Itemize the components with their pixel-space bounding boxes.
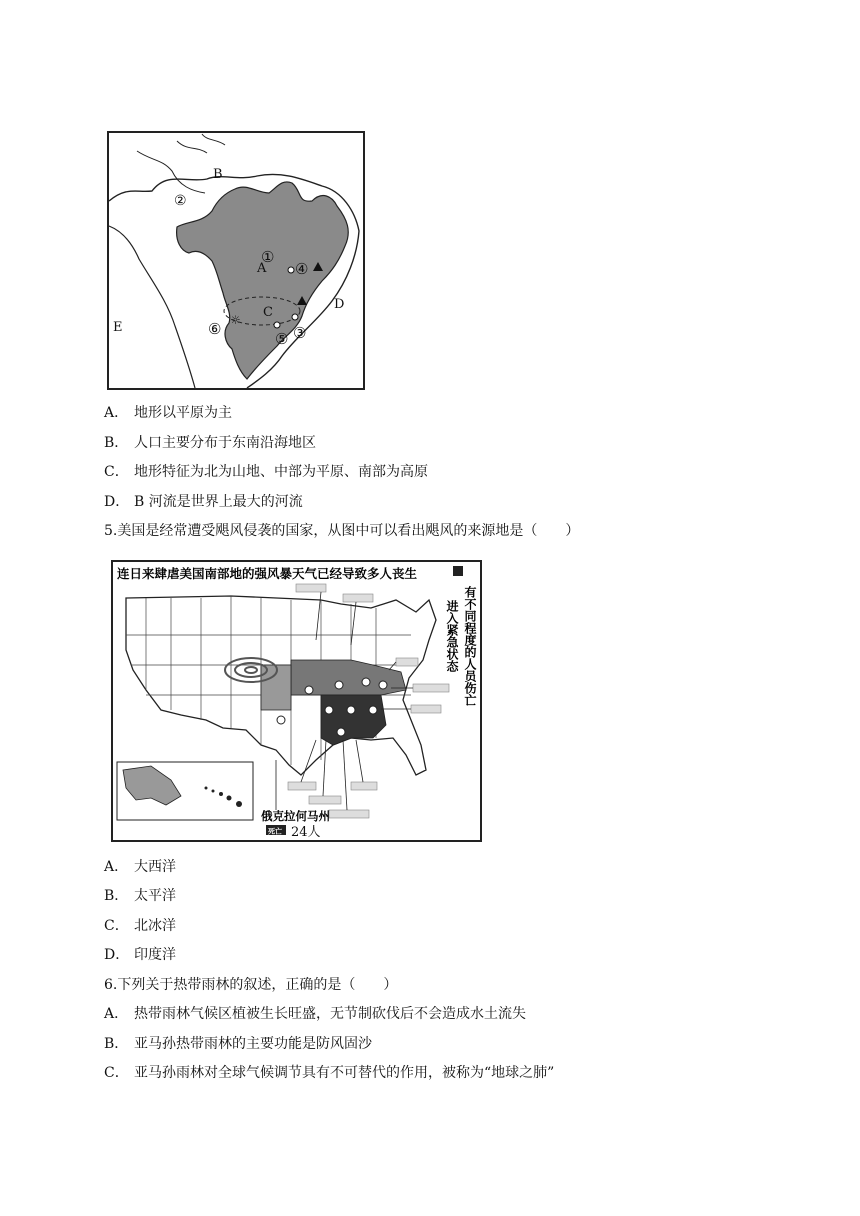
q4-option-b: B． 人口主要分布于东南沿海地区 (104, 435, 316, 451)
label-6: ⑥ (208, 320, 222, 338)
option-text: 亚马孙热带雨林的主要功能是防风固沙 (134, 1036, 372, 1052)
side-text-casualties: 有不同程度的人员伤亡 (463, 586, 477, 706)
option-text: 北冰洋 (134, 918, 176, 934)
option-text: 太平洋 (134, 888, 176, 904)
q5-option-c: C． 北冰洋 (104, 918, 176, 934)
brazil-map-figure (107, 131, 365, 390)
label-2: ② (174, 193, 187, 209)
q4-option-c: C． 地形特征为北为山地、中部为平原、南部为高原 (104, 464, 428, 480)
option-text: 印度洋 (134, 947, 176, 963)
q6-option-b: B． 亚马孙热带雨林的主要功能是防风固沙 (104, 1036, 372, 1052)
label-a: A (257, 261, 267, 276)
q4-option-a: A． 地形以平原为主 (104, 405, 232, 421)
city-marker-3 (292, 314, 298, 320)
bottom-state-label: 俄克拉何马州 (261, 809, 330, 823)
q6-option-a: A． 热带雨林气候区植被生长旺盛，无节制砍伐后不会造成水土流失 (104, 1006, 526, 1022)
usa-storm-map (111, 560, 482, 842)
q6-stem: 6.下列关于热带雨林的叙述，正确的是（ ） (104, 977, 398, 993)
city-marker-4 (288, 267, 294, 273)
q5-stem: 5.美国是经常遭受飓风侵袭的国家，从图中可以看出飓风的来源地是（ ） (104, 523, 580, 539)
brazil-map (107, 131, 365, 390)
label-e: E (113, 320, 123, 335)
option-text: 亚马孙雨林对全球气候调节具有不可替代的作用，被称为“地球之肺” (134, 1065, 555, 1081)
legend-box (453, 566, 463, 576)
label-1: ① (261, 248, 275, 266)
option-text: 地形特征为北为山地、中部为平原、南部为高原 (134, 464, 428, 480)
sun-marker-6: ☼ (230, 313, 241, 327)
death-count: 24人 (291, 825, 321, 840)
label-3: ③ (293, 324, 307, 342)
q4-option-d: D． B 河流是世界上最大的河流 (104, 494, 303, 510)
option-text: B 河流是世界上最大的河流 (134, 494, 303, 510)
map-title: 连日来肆虐美国南部地的强风暴天气已经导致多人丧生 (117, 566, 418, 581)
city-marker-5 (274, 322, 280, 328)
usa-storm-map-figure (111, 560, 482, 842)
label-4: ④ (295, 260, 309, 278)
q5-option-d: D． 印度洋 (104, 947, 176, 963)
label-5: ⑤ (275, 330, 289, 348)
death-label: 死亡 (268, 827, 282, 836)
side-text-emergency: 进入紧急状态 (445, 600, 459, 672)
option-text: 人口主要分布于东南沿海地区 (134, 435, 316, 451)
option-text: 热带雨林气候区植被生长旺盛，无节制砍伐后不会造成水土流失 (134, 1006, 526, 1022)
option-text: 大西洋 (134, 859, 176, 875)
q5-option-b: B． 太平洋 (104, 888, 176, 904)
q5-option-a: A． 大西洋 (104, 859, 176, 875)
label-b: B (213, 167, 223, 182)
label-c: C (263, 305, 273, 320)
option-text: 地形以平原为主 (134, 405, 232, 421)
q6-option-c: C． 亚马孙雨林对全球气候调节具有不可替代的作用，被称为“地球之肺” (104, 1065, 555, 1081)
label-d: D (334, 297, 345, 312)
